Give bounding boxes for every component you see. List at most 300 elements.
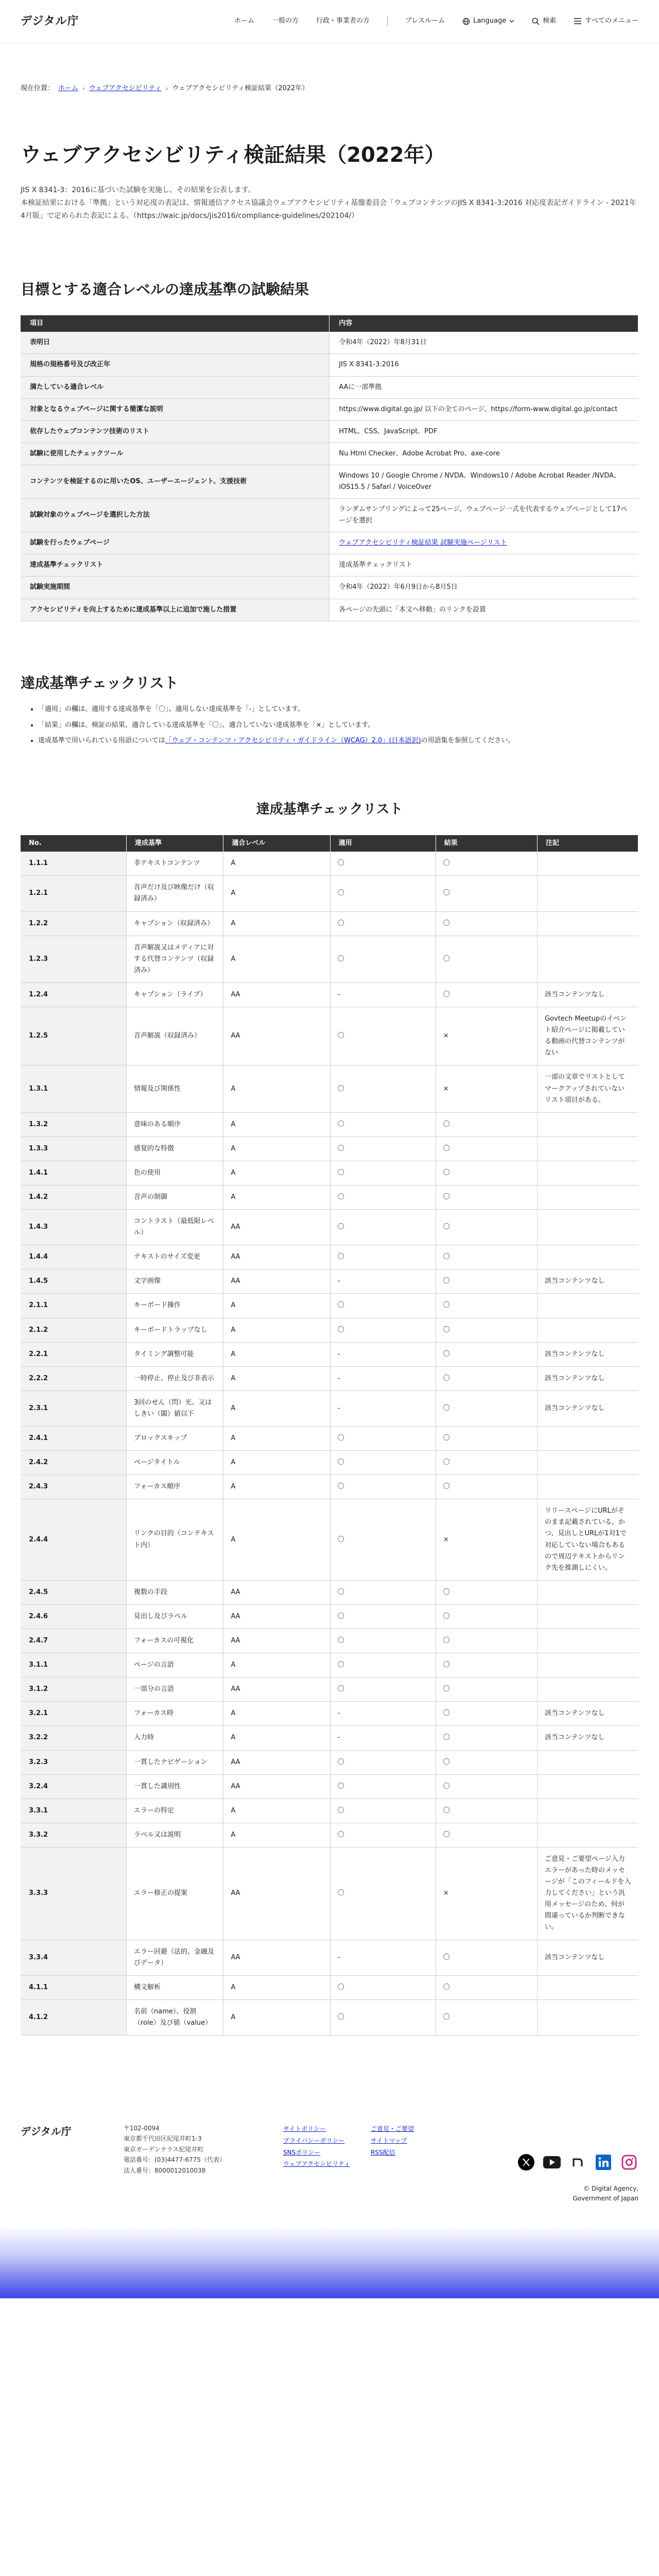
conformance-level: A bbox=[223, 911, 330, 936]
table-row bbox=[21, 1702, 638, 1726]
criterion-number: 1.2.1 bbox=[21, 876, 127, 911]
table-row bbox=[21, 1427, 638, 1451]
conformance-level: A bbox=[223, 1823, 330, 1847]
criterion-name: 複数の手段 bbox=[127, 1580, 223, 1604]
summary-label: 試験実施期間 bbox=[21, 577, 330, 599]
applicable-mark: 〇 bbox=[330, 1112, 436, 1137]
result-mark: 〇 bbox=[436, 1245, 537, 1269]
menu-label: すべてのメニュー bbox=[585, 17, 638, 25]
note-item: • 「結果」の欄は、検証の結果、適合している達成基準を「〇」、適合していない達成基準を「×」としています。 bbox=[38, 719, 638, 732]
table-row bbox=[21, 1366, 638, 1391]
applicable-mark: 〇 bbox=[330, 1847, 436, 1940]
criterion-number: 2.4.5 bbox=[21, 1580, 127, 1604]
summary-label: 試験に使用したチェックツール bbox=[21, 443, 330, 465]
x-icon[interactable] bbox=[517, 2153, 535, 2172]
criterion-number: 3.1.2 bbox=[21, 1677, 127, 1702]
conformance-level: A bbox=[223, 1366, 330, 1391]
table-row bbox=[21, 1604, 638, 1629]
table-row bbox=[21, 1799, 638, 1823]
applicable-mark: 〇 bbox=[330, 1007, 436, 1065]
criterion-number: 2.2.1 bbox=[21, 1342, 127, 1366]
applicable-mark: 〇 bbox=[330, 1294, 436, 1318]
summary-row bbox=[21, 554, 638, 577]
footer-link-accessibility[interactable]: ウェブアクセシビリティ bbox=[283, 2160, 350, 2168]
applicable-mark: 〇 bbox=[330, 1999, 436, 2035]
criterion-note: 該当コンテンツなし bbox=[537, 1726, 638, 1750]
result-mark: 〇 bbox=[436, 1366, 537, 1391]
criterion-note bbox=[537, 911, 638, 936]
criterion-number: 1.3.3 bbox=[21, 1137, 127, 1161]
result-mark: 〇 bbox=[436, 911, 537, 936]
criterion-number: 3.3.1 bbox=[21, 1799, 127, 1823]
criterion-name: 一部分の言語 bbox=[127, 1677, 223, 1702]
result-mark: 〇 bbox=[436, 982, 537, 1007]
conformance-level: A bbox=[223, 1653, 330, 1677]
table-row bbox=[21, 1499, 638, 1581]
criterion-number: 2.4.2 bbox=[21, 1451, 127, 1475]
intro-paragraph-2: 本検証結果における「準拠」という対応度の表記は、情報通信アクセス協議会ウェブアクセシビリティ基盤委員会「ウェブコンテンツのJIS X 8341-3:2016 対応度表記ガイドライン - 2021年4月版」で定められた表記による。（https://waic.jp/docs/jis2016/compliance-guidelines/202104/） bbox=[21, 198, 636, 221]
result-mark: × bbox=[436, 1847, 537, 1940]
nav-general[interactable]: 一般の方 bbox=[271, 17, 299, 25]
criterion-name: 音声の制御 bbox=[127, 1185, 223, 1209]
criterion-name: エラーの特定 bbox=[127, 1799, 223, 1823]
conformance-level: A bbox=[223, 876, 330, 911]
table-row bbox=[21, 1653, 638, 1677]
applicable-mark: 〇 bbox=[330, 911, 436, 936]
criterion-number: 1.3.1 bbox=[21, 1065, 127, 1112]
criterion-note bbox=[537, 1580, 638, 1604]
table-row bbox=[21, 852, 638, 876]
criterion-note bbox=[537, 1823, 638, 1847]
summary-row bbox=[21, 443, 638, 465]
criterion-name: フォーカス時 bbox=[127, 1702, 223, 1726]
criterion-note bbox=[537, 876, 638, 911]
criterion-number: 2.4.7 bbox=[21, 1629, 127, 1653]
criterion-number: 1.2.5 bbox=[21, 1007, 127, 1065]
table-row bbox=[21, 1391, 638, 1426]
applicable-mark: - bbox=[330, 1726, 436, 1750]
applicable-mark: - bbox=[330, 1269, 436, 1294]
criterion-name: エラー回避（法的、金融及びデータ） bbox=[127, 1940, 223, 1975]
conformance-level: A bbox=[223, 1726, 330, 1750]
conformance-level: AA bbox=[223, 1940, 330, 1975]
criterion-name: キーボードトラップなし bbox=[127, 1318, 223, 1342]
criterion-name: タイミング調整可能 bbox=[127, 1342, 223, 1366]
criterion-note bbox=[537, 1677, 638, 1702]
criterion-name: フォーカスの可視化 bbox=[127, 1629, 223, 1653]
result-mark: 〇 bbox=[436, 1702, 537, 1726]
footer-link-rss[interactable]: RSS配信 bbox=[370, 2148, 395, 2156]
applicable-mark: 〇 bbox=[330, 1799, 436, 1823]
checklist-table bbox=[21, 835, 638, 2036]
table-row bbox=[21, 1294, 638, 1318]
summary-value: ランダムサンプリングによって25ページ、ウェブページ一式を代表するウェブページとして17ページを選択 bbox=[330, 499, 638, 532]
nav-home[interactable]: ホーム bbox=[234, 17, 254, 25]
result-mark: 〇 bbox=[436, 876, 537, 911]
conformance-level: A bbox=[223, 1112, 330, 1137]
applicable-mark: 〇 bbox=[330, 1823, 436, 1847]
search-button[interactable] bbox=[532, 16, 556, 27]
breadcrumb-accessibility[interactable]: ウェブアクセシビリティ bbox=[89, 84, 162, 92]
result-mark: 〇 bbox=[436, 1475, 537, 1499]
criterion-name: 非テキストコンテンツ bbox=[127, 852, 223, 876]
criterion-note: 該当コンテンツなし bbox=[537, 1391, 638, 1426]
summary-label: 規格の規格番号及び改正年 bbox=[21, 354, 330, 376]
footer-links bbox=[283, 2123, 414, 2226]
breadcrumb-home[interactable]: ホーム bbox=[58, 84, 79, 92]
criterion-number: 4.1.2 bbox=[21, 1999, 127, 2035]
result-mark: 〇 bbox=[436, 1185, 537, 1209]
globe-icon bbox=[462, 18, 470, 25]
footer-link-sitemap[interactable]: サイトマップ bbox=[370, 2137, 407, 2144]
criterion-name: ページタイトル bbox=[127, 1451, 223, 1475]
result-mark: × bbox=[436, 1007, 537, 1065]
breadcrumb bbox=[0, 43, 659, 94]
table-row bbox=[21, 1847, 638, 1940]
conformance-level: A bbox=[223, 852, 330, 876]
criterion-number: 3.2.2 bbox=[21, 1726, 127, 1750]
conformance-level: AA bbox=[223, 1604, 330, 1629]
result-mark: 〇 bbox=[436, 1318, 537, 1342]
criterion-number: 1.2.3 bbox=[21, 936, 127, 982]
result-mark: 〇 bbox=[436, 1294, 537, 1318]
criterion-name: 見出し及びラベル bbox=[127, 1604, 223, 1629]
table-row bbox=[21, 1245, 638, 1269]
result-mark: 〇 bbox=[436, 1823, 537, 1847]
chevron-right-icon: › bbox=[82, 84, 85, 92]
test-page-list-link[interactable]: ウェブアクセシビリティ検証結果 試験実施ページリスト bbox=[339, 539, 507, 547]
criterion-note bbox=[537, 1427, 638, 1451]
conformance-level: A bbox=[223, 936, 330, 982]
criterion-name: 情報及び関係性 bbox=[127, 1065, 223, 1112]
criterion-note: Govtech Meetupのイベント紹介ページに掲載している動画の代替コンテンツがない bbox=[537, 1007, 638, 1065]
conformance-level: A bbox=[223, 1294, 330, 1318]
footer-gradient-band bbox=[0, 2226, 659, 2298]
criterion-name: ブロックスキップ bbox=[127, 1427, 223, 1451]
criterion-name: キャプション（ライブ） bbox=[127, 982, 223, 1007]
note-item: • 「適用」の欄は、適用する達成基準を「〇」、適用しない達成基準を「-」としています。 bbox=[38, 703, 638, 716]
criterion-number: 2.4.6 bbox=[21, 1604, 127, 1629]
criterion-number: 1.4.5 bbox=[21, 1269, 127, 1294]
criterion-name: 感覚的な特徴 bbox=[127, 1137, 223, 1161]
applicable-mark: - bbox=[330, 1366, 436, 1391]
result-mark: 〇 bbox=[436, 1112, 537, 1137]
criterion-number: 3.2.1 bbox=[21, 1702, 127, 1726]
criterion-note bbox=[537, 1774, 638, 1799]
table-row bbox=[21, 1112, 638, 1137]
conformance-level: A bbox=[223, 1185, 330, 1209]
table-row bbox=[21, 1975, 638, 1999]
summary-label: 試験を行ったウェブページ bbox=[21, 532, 330, 554]
criterion-name: 意味のある順序 bbox=[127, 1112, 223, 1137]
note-item bbox=[38, 735, 638, 748]
footer-logo[interactable]: デジタル庁 bbox=[21, 2125, 72, 2138]
summary-header-item: 項目 bbox=[21, 315, 330, 332]
criterion-note: リリースページにURLがそのまま記載されている。かつ、見出しとURLが1対1で対応していない場合もあるので周辺テキストからリンク先を推測しにくい。 bbox=[537, 1499, 638, 1581]
summary-row bbox=[21, 354, 638, 376]
summary-header-content: 内容 bbox=[330, 315, 638, 332]
site-footer bbox=[0, 2123, 659, 2226]
table-row bbox=[21, 911, 638, 936]
linkedin-icon[interactable] bbox=[594, 2153, 613, 2172]
footer-link-privacy[interactable]: プライバシーポリシー bbox=[283, 2137, 345, 2144]
chevron-right-icon: › bbox=[165, 84, 168, 92]
summary-label: 依存したウェブコンテンツ技術のリスト bbox=[21, 420, 330, 443]
criterion-number: 1.4.2 bbox=[21, 1185, 127, 1209]
summary-value: 令和4年（2022）年6月9日から8月5日 bbox=[330, 577, 638, 599]
nav-pressroom[interactable]: プレスルーム bbox=[405, 17, 445, 25]
criterion-name: ページの言語 bbox=[127, 1653, 223, 1677]
copyright bbox=[573, 2184, 639, 2204]
summary-label: 試験対象のウェブページを選択した方法 bbox=[21, 499, 330, 532]
criterion-note: 該当コンテンツなし bbox=[537, 1940, 638, 1975]
language-menu[interactable] bbox=[462, 16, 514, 27]
criterion-note bbox=[537, 1653, 638, 1677]
summary-row bbox=[21, 599, 638, 621]
result-mark: 〇 bbox=[436, 1580, 537, 1604]
result-mark: 〇 bbox=[436, 936, 537, 982]
applicable-mark: 〇 bbox=[330, 1210, 436, 1245]
table-row bbox=[21, 1774, 638, 1799]
summary-row bbox=[21, 332, 638, 354]
table-row bbox=[21, 876, 638, 911]
conformance-level: AA bbox=[223, 1245, 330, 1269]
criterion-number: 2.1.1 bbox=[21, 1294, 127, 1318]
conformance-level: A bbox=[223, 1391, 330, 1426]
table-row bbox=[21, 1210, 638, 1245]
applicable-mark: 〇 bbox=[330, 1774, 436, 1799]
criterion-note bbox=[537, 1318, 638, 1342]
criterion-note: 一部の文章でリストとしてマークアップされていないリスト項目がある。 bbox=[537, 1065, 638, 1112]
note-icon[interactable] bbox=[568, 2153, 587, 2172]
result-mark: 〇 bbox=[436, 1774, 537, 1799]
summary-value: Windows 10 / Google Chrome / NVDA、Windows10 / Adobe Acrobat Reader /NVDA、iOS15.5 / Safari / VoiceOver bbox=[330, 465, 638, 498]
applicable-mark: 〇 bbox=[330, 1653, 436, 1677]
criterion-note: 該当コンテンツなし bbox=[537, 1269, 638, 1294]
summary-row bbox=[21, 398, 638, 420]
conformance-level: AA bbox=[223, 1774, 330, 1799]
site-logo[interactable]: デジタル庁 bbox=[21, 14, 79, 28]
main-content bbox=[0, 141, 659, 2036]
footer-links-col2 bbox=[371, 2123, 414, 2226]
conformance-level: AA bbox=[223, 1007, 330, 1065]
applicable-mark: - bbox=[330, 1342, 436, 1366]
applicable-mark: 〇 bbox=[330, 1137, 436, 1161]
applicable-mark: - bbox=[330, 982, 436, 1007]
applicable-mark: 〇 bbox=[330, 1604, 436, 1629]
search-icon bbox=[532, 18, 540, 25]
criterion-number: 3.3.3 bbox=[21, 1847, 127, 1940]
footer-link-site-policy[interactable]: サイトポリシー bbox=[283, 2125, 326, 2133]
applicable-mark: 〇 bbox=[330, 852, 436, 876]
conformance-level: A bbox=[223, 1451, 330, 1475]
checklist-notes bbox=[21, 703, 638, 748]
applicable-mark: 〇 bbox=[330, 1629, 436, 1653]
note-text: の用語集を参照してください。 bbox=[421, 737, 515, 745]
intro-text bbox=[21, 184, 638, 223]
criterion-number: 1.4.1 bbox=[21, 1161, 127, 1185]
criterion-number: 3.3.2 bbox=[21, 1823, 127, 1847]
conformance-level: AA bbox=[223, 1269, 330, 1294]
table-row bbox=[21, 982, 638, 1007]
conformance-level: AA bbox=[223, 1210, 330, 1245]
applicable-mark: 〇 bbox=[330, 1185, 436, 1209]
criterion-number: 1.2.2 bbox=[21, 911, 127, 936]
search-label: 検索 bbox=[543, 17, 557, 25]
checklist-section-title: 達成基準チェックリスト bbox=[21, 674, 179, 691]
table-row bbox=[21, 1007, 638, 1065]
applicable-mark: - bbox=[330, 1702, 436, 1726]
summary-row bbox=[21, 376, 638, 398]
criterion-note: 該当コンテンツなし bbox=[537, 1366, 638, 1391]
criterion-number: 4.1.1 bbox=[21, 1975, 127, 1999]
summary-row bbox=[21, 465, 638, 498]
result-mark: 〇 bbox=[436, 1427, 537, 1451]
criterion-name: リンクの目的（コンテキスト内） bbox=[127, 1499, 223, 1581]
table-row bbox=[21, 1677, 638, 1702]
criterion-name: 一貫したナビゲーション bbox=[127, 1750, 223, 1774]
table-row bbox=[21, 1137, 638, 1161]
criterion-name: 色の使用 bbox=[127, 1161, 223, 1185]
summary-value bbox=[330, 532, 638, 554]
summary-value: 各ページの先頭に「本文へ移動」のリンクを設置 bbox=[330, 599, 638, 621]
table-row bbox=[21, 1629, 638, 1653]
breadcrumb-current: ウェブアクセシビリティ検証結果（2022年） bbox=[172, 84, 309, 92]
summary-label: 表明日 bbox=[21, 332, 330, 354]
criterion-name: 構文解析 bbox=[127, 1975, 223, 1999]
criterion-name: 音声だけ及び映像だけ（収録済み） bbox=[127, 876, 223, 911]
all-menu-button[interactable] bbox=[574, 16, 638, 27]
applicable-mark: 〇 bbox=[330, 1677, 436, 1702]
conformance-level: AA bbox=[223, 1677, 330, 1702]
summary-value: 達成基準チェックリスト bbox=[330, 554, 638, 577]
applicable-mark: 〇 bbox=[330, 1318, 436, 1342]
table-row bbox=[21, 1269, 638, 1294]
instagram-icon[interactable] bbox=[620, 2153, 638, 2172]
table-row bbox=[21, 1823, 638, 1847]
footer-link-sns-policy[interactable]: SNSポリシー bbox=[283, 2148, 321, 2156]
summary-row bbox=[21, 499, 638, 532]
summary-row bbox=[21, 532, 638, 554]
criterion-name: ラベル又は説明 bbox=[127, 1823, 223, 1847]
col-header-level: 適合レベル bbox=[223, 835, 330, 852]
applicable-mark: 〇 bbox=[330, 1161, 436, 1185]
applicable-mark: 〇 bbox=[330, 1427, 436, 1451]
table-row bbox=[21, 1342, 638, 1366]
nav-administration[interactable]: 行政・事業者の方 bbox=[316, 17, 370, 25]
table-row bbox=[21, 1940, 638, 1975]
result-mark: × bbox=[436, 1499, 537, 1581]
criterion-name: キャプション（収録済み） bbox=[127, 911, 223, 936]
result-mark: 〇 bbox=[436, 852, 537, 876]
summary-value: JIS X 8341-3:2016 bbox=[330, 354, 638, 376]
wcag-glossary-link[interactable]: 「ウェブ・コンテンツ・アクセシビリティ・ガイドライン（WCAG）2.0」(日本語訳) bbox=[165, 737, 421, 745]
applicable-mark: 〇 bbox=[330, 876, 436, 911]
conformance-level: A bbox=[223, 1499, 330, 1581]
criterion-note bbox=[537, 1975, 638, 1999]
applicable-mark: 〇 bbox=[330, 1451, 436, 1475]
criterion-note bbox=[537, 1799, 638, 1823]
conformance-level: A bbox=[223, 1975, 330, 1999]
criterion-number: 2.2.2 bbox=[21, 1366, 127, 1391]
conformance-level: AA bbox=[223, 1629, 330, 1653]
page-title: ウェブアクセシビリティ検証結果（2022年） bbox=[21, 143, 445, 167]
address-line: 東京ガーデンテラス紀尾井町 bbox=[124, 2145, 204, 2153]
criterion-number: 3.2.3 bbox=[21, 1750, 127, 1774]
col-header-applicable: 適用 bbox=[330, 835, 436, 852]
criterion-name: コントラスト（最低限レベル） bbox=[127, 1210, 223, 1245]
conformance-level: A bbox=[223, 1137, 330, 1161]
result-mark: 〇 bbox=[436, 1999, 537, 2035]
summary-label: アクセシビリティを向上するために達成基準以上に追加で施した措置 bbox=[21, 599, 330, 621]
criterion-number: 1.3.2 bbox=[21, 1112, 127, 1137]
summary-section-title: 目標とする適合レベルの達成基準の試験結果 bbox=[21, 281, 309, 298]
table-row bbox=[21, 936, 638, 982]
criterion-number: 2.1.2 bbox=[21, 1318, 127, 1342]
result-mark: × bbox=[436, 1065, 537, 1112]
breadcrumb-prefix: 現在位置： bbox=[21, 84, 55, 92]
criterion-name: 名前（name）、役割（role）及び値（value） bbox=[127, 1999, 223, 2035]
col-header-no: No. bbox=[21, 835, 127, 852]
summary-label: コンテンツを検証するのに用いたOS、ユーザーエージェント、支援技術 bbox=[21, 465, 330, 498]
criterion-note bbox=[537, 1999, 638, 2035]
criterion-note: 該当コンテンツなし bbox=[537, 982, 638, 1007]
footer-links-col1 bbox=[283, 2123, 350, 2226]
criterion-note bbox=[537, 1475, 638, 1499]
checklist-body bbox=[21, 852, 638, 2035]
result-mark: 〇 bbox=[436, 1799, 537, 1823]
hamburger-icon bbox=[574, 18, 582, 25]
intro-paragraph-1: JIS X 8341-3：2016に基づいた試験を実施し、その結果を公表します。 bbox=[21, 185, 255, 194]
table-row bbox=[21, 1185, 638, 1209]
checklist-header-row bbox=[21, 835, 638, 852]
criterion-note: ご意見・ご要望ページ入力エラーがあった時のメッセージが「このフィールドを入力してください」という汎用メッセージのため、何が間違っているか判断できない。 bbox=[537, 1847, 638, 1940]
summary-body bbox=[21, 332, 638, 621]
criterion-number: 1.2.4 bbox=[21, 982, 127, 1007]
summary-value: HTML、CSS、JavaScript、PDF bbox=[330, 420, 638, 443]
criterion-name: 文字画像 bbox=[127, 1269, 223, 1294]
footer-link-feedback[interactable]: ご意見・ご要望 bbox=[370, 2125, 414, 2133]
result-mark: 〇 bbox=[436, 1137, 537, 1161]
applicable-mark: 〇 bbox=[330, 1975, 436, 1999]
criterion-name: エラー修正の提案 bbox=[127, 1847, 223, 1940]
criterion-note bbox=[537, 1294, 638, 1318]
summary-value: 令和4年（2022）年8月31日 bbox=[330, 332, 638, 354]
conformance-level: A bbox=[223, 1065, 330, 1112]
criterion-note bbox=[537, 1185, 638, 1209]
result-mark: 〇 bbox=[436, 1726, 537, 1750]
result-mark: 〇 bbox=[436, 1653, 537, 1677]
criterion-number: 2.4.3 bbox=[21, 1475, 127, 1499]
criterion-note bbox=[537, 1245, 638, 1269]
criterion-note: 該当コンテンツなし bbox=[537, 1342, 638, 1366]
criterion-name: 一貫した識別性 bbox=[127, 1774, 223, 1799]
criterion-note bbox=[537, 1750, 638, 1774]
summary-row bbox=[21, 577, 638, 599]
table-row bbox=[21, 1726, 638, 1750]
copyright-line-2: Government of Japan bbox=[573, 2195, 638, 2202]
result-mark: 〇 bbox=[436, 1269, 537, 1294]
applicable-mark: 〇 bbox=[330, 1499, 436, 1581]
conformance-level: AA bbox=[223, 1750, 330, 1774]
col-header-criterion: 達成基準 bbox=[127, 835, 223, 852]
result-mark: 〇 bbox=[436, 1677, 537, 1702]
result-mark: 〇 bbox=[436, 1342, 537, 1366]
conformance-level: A bbox=[223, 1427, 330, 1451]
criterion-note bbox=[537, 1451, 638, 1475]
youtube-icon[interactable] bbox=[543, 2153, 561, 2172]
criterion-note bbox=[537, 1112, 638, 1137]
